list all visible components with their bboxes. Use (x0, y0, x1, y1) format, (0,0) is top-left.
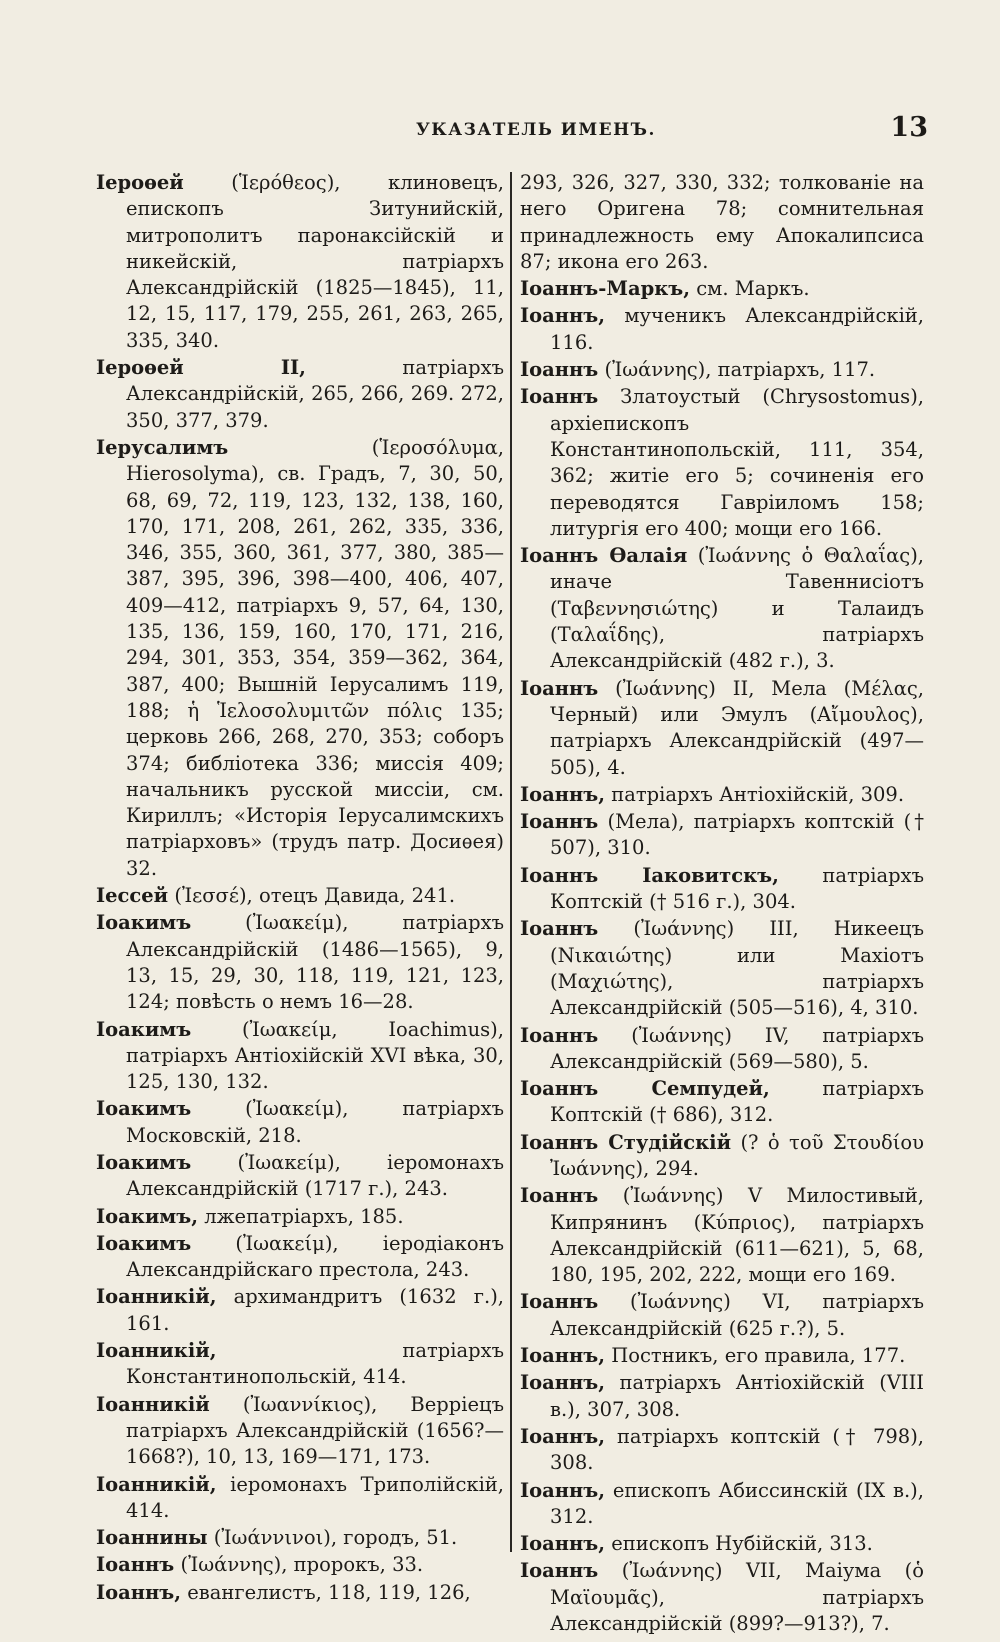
entry-headword: Іоаннъ (520, 1184, 599, 1208)
index-entry (520, 1478, 924, 1531)
entry-headword: Іоаннъ, (520, 782, 606, 806)
entry-headword: Іоаннины (96, 1526, 208, 1550)
entry-text: патріархъ Коптскій († 516 г.), 304. (550, 863, 925, 914)
index-entry (520, 1343, 924, 1369)
entry-text: (Ἰωαννίκιος), Верріецъ патріархъ Александрійскій (1656?—1668?), 10, 13, 169—171, 173. (126, 1392, 504, 1469)
entry-headword: Іоанникій, (96, 1285, 217, 1309)
right-column (520, 170, 924, 1638)
entry-headword: Іоаннъ (520, 385, 599, 409)
entry-text: (Ἰωάννης) II, Мела (Μέλας, Черный) или Эмулъ (Αἴμουλος), патріархъ Александрійскій (497—505), 4. (550, 676, 924, 779)
index-entry (96, 170, 504, 354)
left-column (96, 170, 504, 1607)
entry-headword: Іоаннъ, (520, 304, 606, 328)
entry-headword: Іоаннъ Іаковитскъ, (520, 863, 779, 887)
entry-headword: Іоаннъ, (520, 1371, 606, 1395)
entry-text: (Ἰωακείμ), іеромонахъ Александрійскій (1717 г.), 243. (126, 1150, 504, 1201)
running-title: УКАЗАТЕЛЬ ИМЕНЪ. (416, 120, 656, 140)
index-entry (520, 1558, 924, 1637)
index-entry (96, 1580, 504, 1606)
entry-text: патріархъ Антіохійскій (VIII в.), 307, 308. (550, 1371, 924, 1421)
index-entry (520, 1076, 924, 1129)
entry-text: евангелистъ, 118, 119, 126, (181, 1580, 471, 1604)
entry-headword: Іоаннъ (520, 1559, 599, 1583)
entry-text: (Ἰωάννης) VI, патріархъ Александрійскій (625 г.?), 5. (550, 1290, 924, 1340)
entry-text: епископъ Нубійскій, 313. (605, 1532, 873, 1556)
entry-headword: Іоакимъ (96, 1150, 192, 1174)
running-header (0, 112, 1000, 152)
entry-headword: Іоаннъ-Маркъ, (520, 277, 691, 301)
entry-headword: Іоанникій, (96, 1472, 217, 1496)
entry-text: Постникъ, его правила, 177. (605, 1344, 906, 1368)
index-entry (520, 1183, 924, 1288)
entry-text: (Ἰωάννης) IV, патріархъ Александрійскій (569—580), 5. (550, 1023, 924, 1073)
entry-headword: Іоаннъ (520, 358, 599, 382)
entry-text: лжепатріархъ, 185. (198, 1204, 404, 1228)
index-entry (520, 1370, 924, 1423)
entry-text: 293, 326, 327, 330, 332; толкованіе на него Оригена 78; сомнительная принадлежность ему Апокалипсиса 87; икона его 263. (520, 171, 924, 273)
index-entry (96, 883, 504, 909)
entry-text: архимандритъ (1632 г.), 161. (126, 1285, 504, 1335)
entry-headword: Іоакимъ (96, 911, 192, 935)
index-entry (520, 276, 924, 302)
entry-text: епископъ Абиссинскій (IX в.), 312. (550, 1478, 924, 1528)
index-entry (96, 355, 504, 434)
index-entry (520, 809, 924, 862)
index-entry (520, 303, 924, 356)
entry-text: (Ἰωακείμ), іеродіаконъ Александрійскаго престола, 243. (126, 1231, 504, 1282)
entry-text: (Ἰωάννινοι), городъ, 51. (207, 1526, 458, 1550)
entry-headword: Іоаннъ (520, 1023, 599, 1047)
entry-headword: Іоаннъ, (520, 1424, 606, 1448)
entry-text: (Ἰωακείμ), патріархъ Александрійскій (1486—1565), 9, 13, 15, 29, 30, 118, 119, 121, 123, 124; повѣсть о немъ 16—28. (126, 911, 504, 1014)
entry-text: см. Маркъ. (690, 277, 810, 301)
page-number: 13 (890, 112, 928, 143)
entry-headword: Іоаннъ (520, 676, 599, 700)
entry-headword: Іоаннъ Ѳалаія (520, 544, 688, 568)
entry-text: (Ἰωακείμ, Ioachimus), патріархъ Антіохійскій XVI вѣка, 30, 125, 130, 132. (126, 1017, 504, 1094)
entry-text: мученикъ Александрійскій, 116. (550, 304, 924, 354)
entry-headword: Іоаннъ (520, 1290, 599, 1314)
entry-text: іеромонахъ Триполійскій, 414. (126, 1472, 504, 1522)
index-entry (520, 357, 924, 383)
index-entry (520, 1424, 924, 1477)
entry-text: патріархъ Антіохійскій, 309. (605, 782, 905, 806)
entry-headword: Іероѳей (96, 171, 184, 194)
index-entry (520, 1531, 924, 1557)
index-entry (520, 384, 924, 542)
index-entry (96, 1096, 504, 1149)
entry-headword: Іоаннъ Семпудей, (520, 1077, 770, 1101)
entry-headword: Іоаннъ (520, 917, 599, 941)
index-entry (96, 1338, 504, 1391)
entry-headword: Іессей (96, 884, 169, 908)
index-entry (520, 1130, 924, 1183)
entry-headword: Іоакимъ (96, 1231, 192, 1255)
entry-text: (Ἰωακείμ), патріархъ Московскій, 218. (126, 1097, 504, 1147)
entry-headword: Іоаннъ Студійскій (520, 1130, 732, 1154)
index-entry (96, 1017, 504, 1096)
entry-headword: Іоаннъ (520, 810, 599, 834)
index-entry (96, 1204, 504, 1230)
index-entry (96, 1525, 504, 1551)
index-entry (96, 1472, 504, 1525)
index-entry (520, 1289, 924, 1342)
entry-text: (Ἰωάννης), пророкъ, 33. (174, 1553, 424, 1577)
entry-headword: Іоакимъ (96, 1017, 192, 1041)
index-entry (96, 1552, 504, 1578)
entry-text: (Мела), патріархъ коптскій († 507), 310. (550, 810, 924, 860)
index-entry (520, 863, 924, 916)
entry-text: патріархъ Александрійскій, 265, 266, 269. 272, 350, 377, 379. (126, 356, 504, 432)
entry-text: Златоустый (Chrysostomus), архіепископъ Константинопольскій, 111, 354, 362; житіе его 5; сочиненія его переводятся Гавріиломъ 158; литургія его 400; мощи его 166. (550, 385, 924, 540)
entry-text: патріархъ Константинопольскій, 414. (126, 1339, 504, 1389)
entry-text: (Ἰωάννης) V Милостивый, Кипрянинъ (Κύπριος), патріархъ Александрійскій (611—621), 5, 68, 180, 195, 202, 222, мощи его 169. (550, 1184, 924, 1287)
entry-text: (Ἰωάννης), патріархъ, 117. (598, 358, 876, 382)
entry-text: (Ἰεσσέ), отецъ Давида, 241. (168, 884, 456, 908)
entry-text: (Ἱερόθεος), клиновецъ, епископъ Зитунийскій, митрополитъ паронаксійскій и никейскій, патріархъ Александрійскій (1825—1845), 11, 12, 15, 117, 179, 255, 261, 263, 265, 335, 340. (126, 171, 504, 352)
index-entry (96, 1231, 504, 1284)
entry-headword: Іоаннъ, (520, 1532, 606, 1556)
index-entry (520, 916, 924, 1021)
index-entry (520, 782, 924, 808)
column-divider (510, 172, 512, 1552)
entry-headword: Іоаннъ (96, 1553, 175, 1577)
index-entry (96, 1284, 504, 1337)
entry-text: (Ἱεροσόλυμα, Hierosolyma), св. Градъ, 7, 30, 50, 68, 69, 72, 119, 123, 132, 138, 160, 170, 171, 208, 261, 262, 335, 336, 346, 355, 360, 361, 377, 380, 385—387, 395, 396, 398—400, 406, 407, 409—412, патріархъ 9, 57, 64, 130, 135, 136, 159, 160, 170, 171, 216, 294, 301, 353, 354, 359—362, 364, 387, 400; Вышній Іерусалимъ 119, 188; ἡ Ἱελοσολυμιτῶν πόλις 135; церковь 266, 268, 270, 353; соборъ 374; библіотека 336; миссія 409; начальникъ русской миссіи, см. Кириллъ; «Исторія Іерусалимскихъ патріарховъ» (трудъ патр. Досиѳея) 32. (126, 435, 504, 880)
entry-headword: Іоаннъ, (520, 1344, 606, 1368)
index-entry (96, 1392, 504, 1471)
entry-text: патріархъ коптскій († 798), 308. (550, 1424, 924, 1475)
entry-headword: Іоанникій (96, 1392, 210, 1416)
index-entry (520, 543, 924, 674)
index-entry (520, 170, 924, 275)
entry-text: (Ἰωάννης ὁ Θαλαΐας), иначе Тавеннисіотъ (Ταβεννησιώτης) и Талаидъ (Ταλαΐδης), патріархъ Александрійскій (482 г.), 3. (550, 544, 924, 673)
entry-headword: Іерусалимъ (96, 435, 229, 459)
index-entry (96, 1150, 504, 1203)
index-entry (520, 1023, 924, 1076)
entry-headword: Іоакимъ (96, 1097, 192, 1121)
entry-text: (Ἰωάννης) VII, Маіума (ὁ Μαϊουμᾶς), патріархъ Александрійскій (899?—913?), 7. (550, 1559, 924, 1636)
entry-headword: Іоаннъ, (96, 1580, 182, 1604)
entry-headword: Іоакимъ, (96, 1204, 198, 1228)
entry-text: (Ἰωάννης) III, Никеецъ (Νικαιώτης) или Махіотъ (Μαχιώτης), патріархъ Александрійскій (505—516), 4, 310. (550, 917, 924, 1020)
entry-headword: Іоаннъ, (520, 1478, 606, 1502)
index-entry (96, 435, 504, 882)
entry-headword: Іероѳей II, (96, 356, 306, 380)
entry-headword: Іоанникій, (96, 1339, 217, 1363)
index-entry (96, 910, 504, 1015)
index-entry (520, 676, 924, 781)
entry-text: патріархъ Коптскій († 686), 312. (550, 1077, 924, 1127)
entry-text: (? ὁ τοῦ Στουδίου Ἰωάννης), 294. (550, 1130, 924, 1180)
